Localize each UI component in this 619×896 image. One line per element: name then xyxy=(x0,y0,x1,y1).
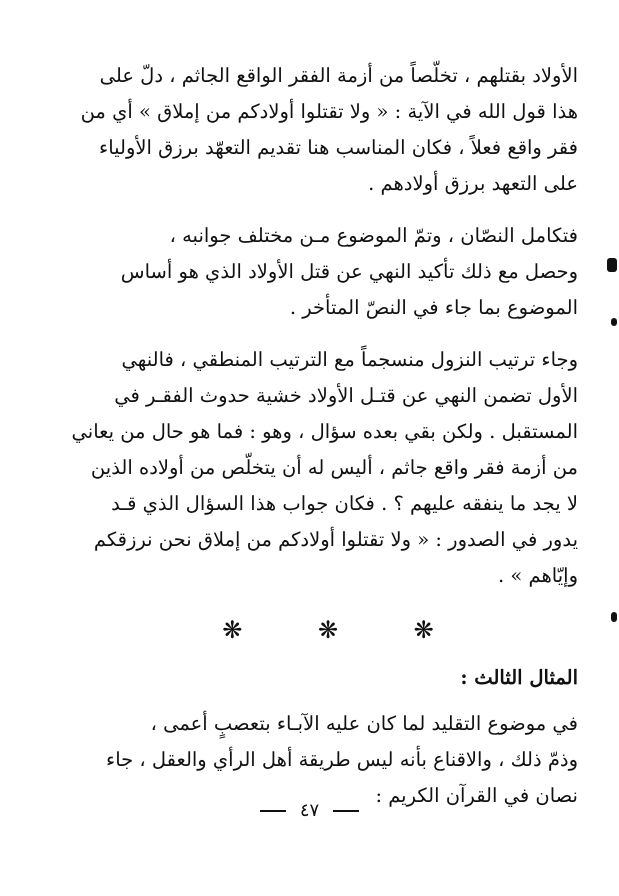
text-line: وحصل مع ذلك تأكيد النهي عن قتل الأولاد الذي هو أساس xyxy=(120,260,578,283)
margin-mark xyxy=(611,318,617,326)
section-separator: ❋ ❋ ❋ xyxy=(222,616,468,644)
text-line: نصان في القرآن الكريم : xyxy=(375,784,578,807)
text-line: المستقبل . ولكن بقي بعده سؤال ، وهو : فما هو حال من يعاني xyxy=(71,420,578,443)
text-line: لا يجد ما ينفقه عليهم ؟ . فكان جواب هذا السؤال الذي قـد xyxy=(111,492,578,515)
text-line: الموضوع بما جاء في النصّ المتأخر . xyxy=(289,296,578,319)
dash-right xyxy=(333,810,359,812)
text-line: وذمّ ذلك ، والاقناع بأنه ليس طريقة أهل الرأي والعقل ، جاء xyxy=(106,748,578,771)
page-number xyxy=(0,800,619,821)
text-line: فتكامل النصّان ، وتمّ الموضوع مـن مختلف جوانبه ، xyxy=(169,224,578,247)
margin-mark xyxy=(611,612,617,622)
text-line: وإيّاهم » . xyxy=(498,564,578,587)
paragraph-3 xyxy=(71,342,578,594)
text-line: الأول تضمن النهي عن قتـل الأولاد خشية حدوث الفقـر في xyxy=(114,384,578,407)
page-number-value: ٤٧ xyxy=(299,800,320,821)
dash-left xyxy=(260,810,286,812)
paragraph-4 xyxy=(78,706,578,814)
paragraph-2 xyxy=(78,218,578,326)
text-line: وجاء ترتيب النزول منسجماً مع الترتيب المنطقي ، فالنهي xyxy=(121,348,578,371)
text-line: على التعهد برزق أولادهم . xyxy=(368,172,578,195)
margin-mark xyxy=(607,258,617,272)
section-heading: المثال الثالث : xyxy=(460,666,578,689)
text-line: الأولاد بقتلهم ، تخلّصاً من أزمة الفقر الواقع الجاثم ، دلّ على xyxy=(99,64,578,87)
paragraph-1 xyxy=(78,58,578,202)
text-line: هذا قول الله في الآية : « ولا تقتلوا أولادكم من إملاق » أي من xyxy=(80,100,578,123)
text-line: في موضوع التقليد لما كان عليه الآبـاء بتعصبٍ أعمى ، xyxy=(150,712,578,735)
text-line: يدور في الصدور : « ولا تقتلوا أولادكم من إملاق نحن نرزقكم xyxy=(93,528,578,551)
text-line: فقر واقع فعلاً ، فكان المناسب هنا تقديم التعهّد برزق الأولياء xyxy=(99,136,578,159)
text-line: من أزمة فقر واقع جاثم ، أليس له أن يتخلّص من أولاده الذين xyxy=(90,456,578,479)
page-body xyxy=(71,58,578,830)
